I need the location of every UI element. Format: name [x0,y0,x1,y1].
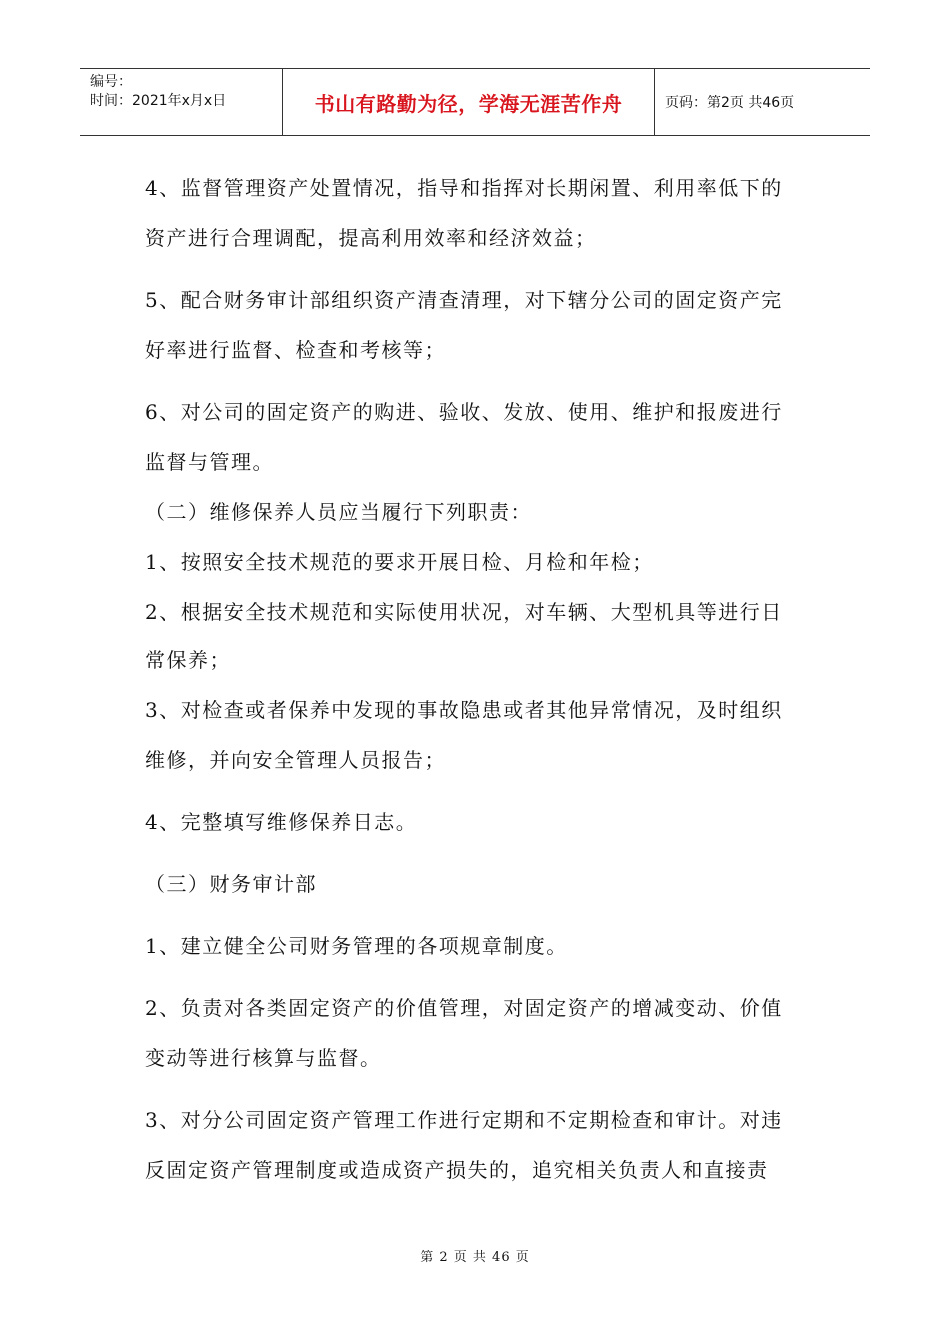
header-meta [80,69,283,135]
text-line: 资产进行合理调配，提高利用效率和经济效益； [145,226,597,250]
text-line: 3、对分公司固定资产管理工作进行定期和不定期检查和审计。对违 [145,1108,783,1132]
text-line: 常保养； [145,648,231,672]
text-line: 变动等进行核算与监督。 [145,1046,382,1070]
text-line: 5、配合财务审计部组织资产清查清理，对下辖分公司的固定资产完 [145,288,783,312]
section-heading: （三）财务审计部 [145,872,317,896]
header-motto: 书山有路勤为径，学海无涯苦作舟 [283,69,655,135]
section-heading: （二）维修保养人员应当履行下列职责： [145,500,532,524]
text-line: 2、负责对各类固定资产的价值管理，对固定资产的增减变动、价值 [145,996,783,1020]
document-number-label: 编号： [90,74,132,90]
text-line: 1、建立健全公司财务管理的各项规章制度。 [145,934,568,958]
page-header [80,68,870,136]
text-line: 4、完整填写维修保养日志。 [145,810,418,834]
text-line: 监督与管理。 [145,450,274,474]
header-page-info: 页码：第2页 共46页 [665,95,795,111]
document-time-label: 时间：2021年x月x日 [90,93,227,109]
page-footer: 第 2 页 共 46 页 [420,1250,530,1265]
text-line: 2、根据安全技术规范和实际使用状况，对车辆、大型机具等进行日 [145,600,783,624]
text-line: 好率进行监督、检查和考核等； [145,338,446,362]
text-line: 反固定资产管理制度或造成资产损失的，追究相关负责人和直接责 [145,1158,769,1182]
text-line: 维修，并向安全管理人员报告； [145,748,446,772]
text-line: 3、对检查或者保养中发现的事故隐患或者其他异常情况，及时组织 [145,698,783,722]
text-line: 1、按照安全技术规范的要求开展日检、月检和年检； [145,550,654,574]
text-line: 6、对公司的固定资产的购进、验收、发放、使用、维护和报废进行 [145,400,783,424]
text-line: 4、监督管理资产处置情况，指导和指挥对长期闲置、利用率低下的 [145,176,783,200]
